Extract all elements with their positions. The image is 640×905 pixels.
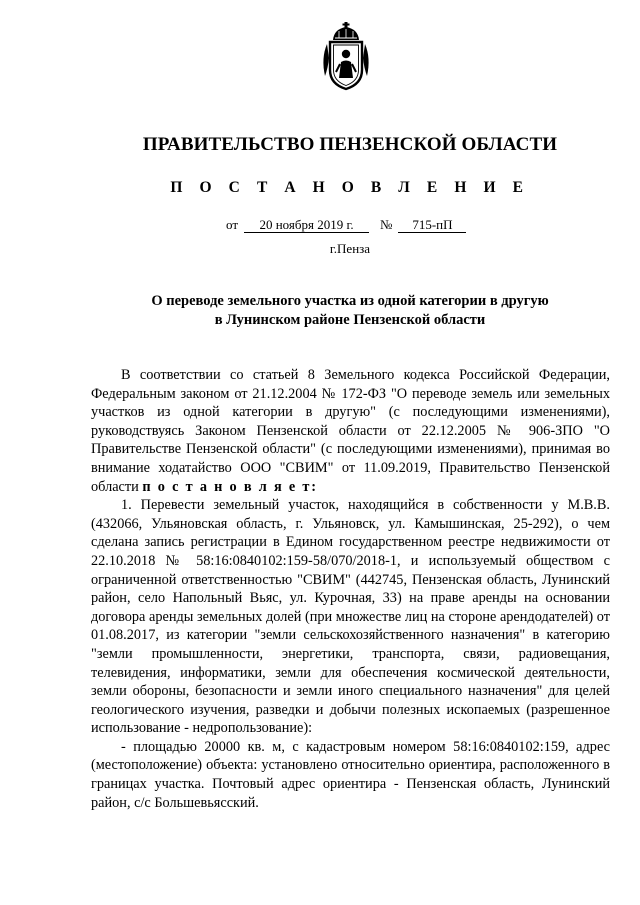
document-body: [91, 366, 610, 812]
document-date: 20 ноября 2019 г.: [244, 218, 369, 233]
date-number-line: [226, 217, 466, 233]
org-title: ПРАВИТЕЛЬСТВО ПЕНЗЕНСКОЙ ОБЛАСТИ: [142, 134, 558, 155]
city: г.Пенза: [329, 241, 371, 256]
number-sign: №: [380, 217, 393, 232]
item-1-detail-paragraph: - площадью 20000 кв. м, с кадастровым номером 58:16:0840102:159, адрес (местоположение) объекта: установлено относительно ориентира, расположенного в границах участка. Почтовый адрес ориентира - Пензенская область, Лунинский район, с/с Большевьясский.: [91, 738, 610, 811]
document-type: П О С Т А Н О В Л Е Н И Е: [170, 179, 530, 196]
decree-word: п о с т а н о в л я е т:: [142, 478, 318, 495]
date-prefix: от: [226, 217, 239, 232]
document-number: 715-пП: [398, 218, 466, 233]
item-1-paragraph: 1. Перевести земельный участок, находящийся в собственности у М.В.В. (432066, Ульяновская область, г. Ульяновск, ул. Камышинская, 25-292), о чем сделана запись регистрации в Едином государственном реестре недвижимости от 22.10.2018 № 58:16:0840102:159-58/070/2018-1, и используемый обществом с ограниченной ответственностью "СВИМ" (442745, Пензенская область, Лунинский район, село Напольный Вьяс, ул. Курочная, 33) на праве аренды на основании договора аренды земельных долей (при множестве лиц на стороне арендодателей) от 01.08.2017, из категории "земли сельскохозяйственного назначения" в категорию "земли промышленности, энергетики, транспорта, связи, радиовещания, телевидения, информатики, земли для обеспечения космической деятельности, земли обороны, безопасности и земли иного специального назначения" для целей геологического изучения, разведки и добычи полезных ископаемых (разрешенное использование - недропользование):: [91, 497, 610, 737]
document-subject: [0, 292, 640, 330]
subject-line-1: О переводе земельного участка из одной категории в другую: [151, 293, 549, 309]
coat-of-arms-icon: [317, 20, 375, 92]
preamble-text: В соответствии со статьей 8 Земельного кодекса Российской Федерации, Федеральным законом от 21.12.2004 № 172-ФЗ "О переводе земель или земельных участков из одной категории в другую" (с последующими изменениями), руководствуясь Законом Пензенской области от 22.12.2005 № 906-ЗПО "О Правительстве Пензенской области" (с последующими изменениями), принимая во внимание ходатайство ООО "СВИМ" от 11.09.2019, Правительство Пензенской области: [91, 367, 610, 495]
preamble-paragraph: [91, 366, 610, 496]
subject-line-2: в Лунинском районе Пензенской области: [214, 312, 486, 328]
